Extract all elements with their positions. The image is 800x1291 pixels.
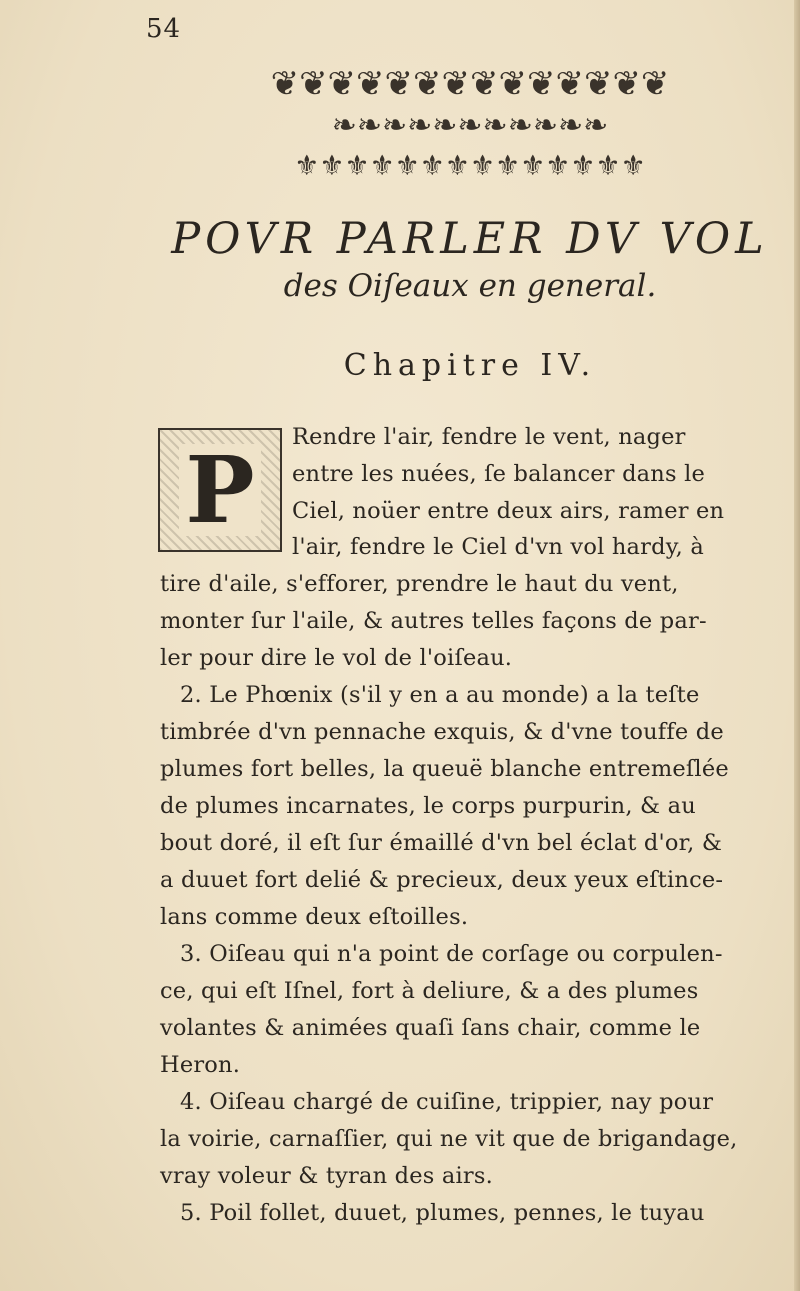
text-line: 5. Poil follet, duuet, plumes, pennes, le tuyau xyxy=(180,1200,705,1226)
drop-cap-letter: P xyxy=(179,444,260,536)
text-line: ler pour dire le vol de l'oiſeau. xyxy=(160,645,513,671)
chapter-heading: Chapitre IV. xyxy=(343,348,597,383)
text-line: lans comme deux eſtoilles. xyxy=(160,904,469,930)
text-line: la voirie, carnaſſier, qui ne vit que de brigandage, xyxy=(160,1126,738,1152)
text-line: vray voleur & tyran des airs. xyxy=(160,1163,493,1189)
text-line: tire d'aile, s'efforer, prendre le haut du vent, xyxy=(160,571,679,597)
text-line: bout doré, il eſt ſur émaillé d'vn bel éclat d'or, & xyxy=(160,830,723,856)
text-line: plumes fort belles, la queuë blanche entremeſlée xyxy=(160,756,729,782)
ornament-row-1: ❦❦❦❦❦❦❦❦❦❦❦❦❦❦ xyxy=(270,64,670,104)
page-number: 54 xyxy=(146,14,182,44)
text-line: Ciel, noüer entre deux airs, ramer en xyxy=(292,498,725,524)
fleuron-ornament-band xyxy=(160,62,780,192)
text-line: 4. Oiſeau chargé de cuiſine, trippier, nay pour xyxy=(180,1089,714,1115)
ornament-row-2: ❧❧❧❧❧❧❧❧❧❧❧ xyxy=(331,108,609,143)
ornament-row-3: ⚜⚜⚜⚜⚜⚜⚜⚜⚜⚜⚜⚜⚜⚜ xyxy=(294,149,646,182)
section-subtitle: des Oiſeaux en general. xyxy=(283,268,657,304)
text-line: monter ſur l'aile, & autres telles façons de par- xyxy=(160,608,707,634)
text-line: entre les nuées, ſe balancer dans le xyxy=(292,461,706,487)
text-line: Heron. xyxy=(160,1052,241,1078)
text-line: a duuet fort delié & precieux, deux yeux eſtince- xyxy=(160,867,724,893)
text-line: de plumes incarnates, le corps purpurin, & au xyxy=(160,793,696,819)
text-line: l'air, fendre le Ciel d'vn vol hardy, à xyxy=(292,534,704,560)
text-line: Rendre l'air, fendre le vent, nager xyxy=(292,424,686,450)
text-line: timbrée d'vn pennache exquis, & d'vne touffe de xyxy=(160,719,724,745)
text-line: 3. Oiſeau qui n'a point de corſage ou corpulen- xyxy=(180,941,723,967)
text-line: 2. Le Phœnix (s'il y en a au monde) a la teſte xyxy=(180,682,700,708)
text-line: volantes & animées quaſi ſans chair, comme le xyxy=(160,1015,701,1041)
section-title: POVR PARLER DV VOL xyxy=(171,214,769,264)
page-edge xyxy=(794,0,800,1291)
text-line: ce, qui eſt Iſnel, fort à deliure, & a des plumes xyxy=(160,978,699,1004)
decorated-initial xyxy=(158,428,282,552)
